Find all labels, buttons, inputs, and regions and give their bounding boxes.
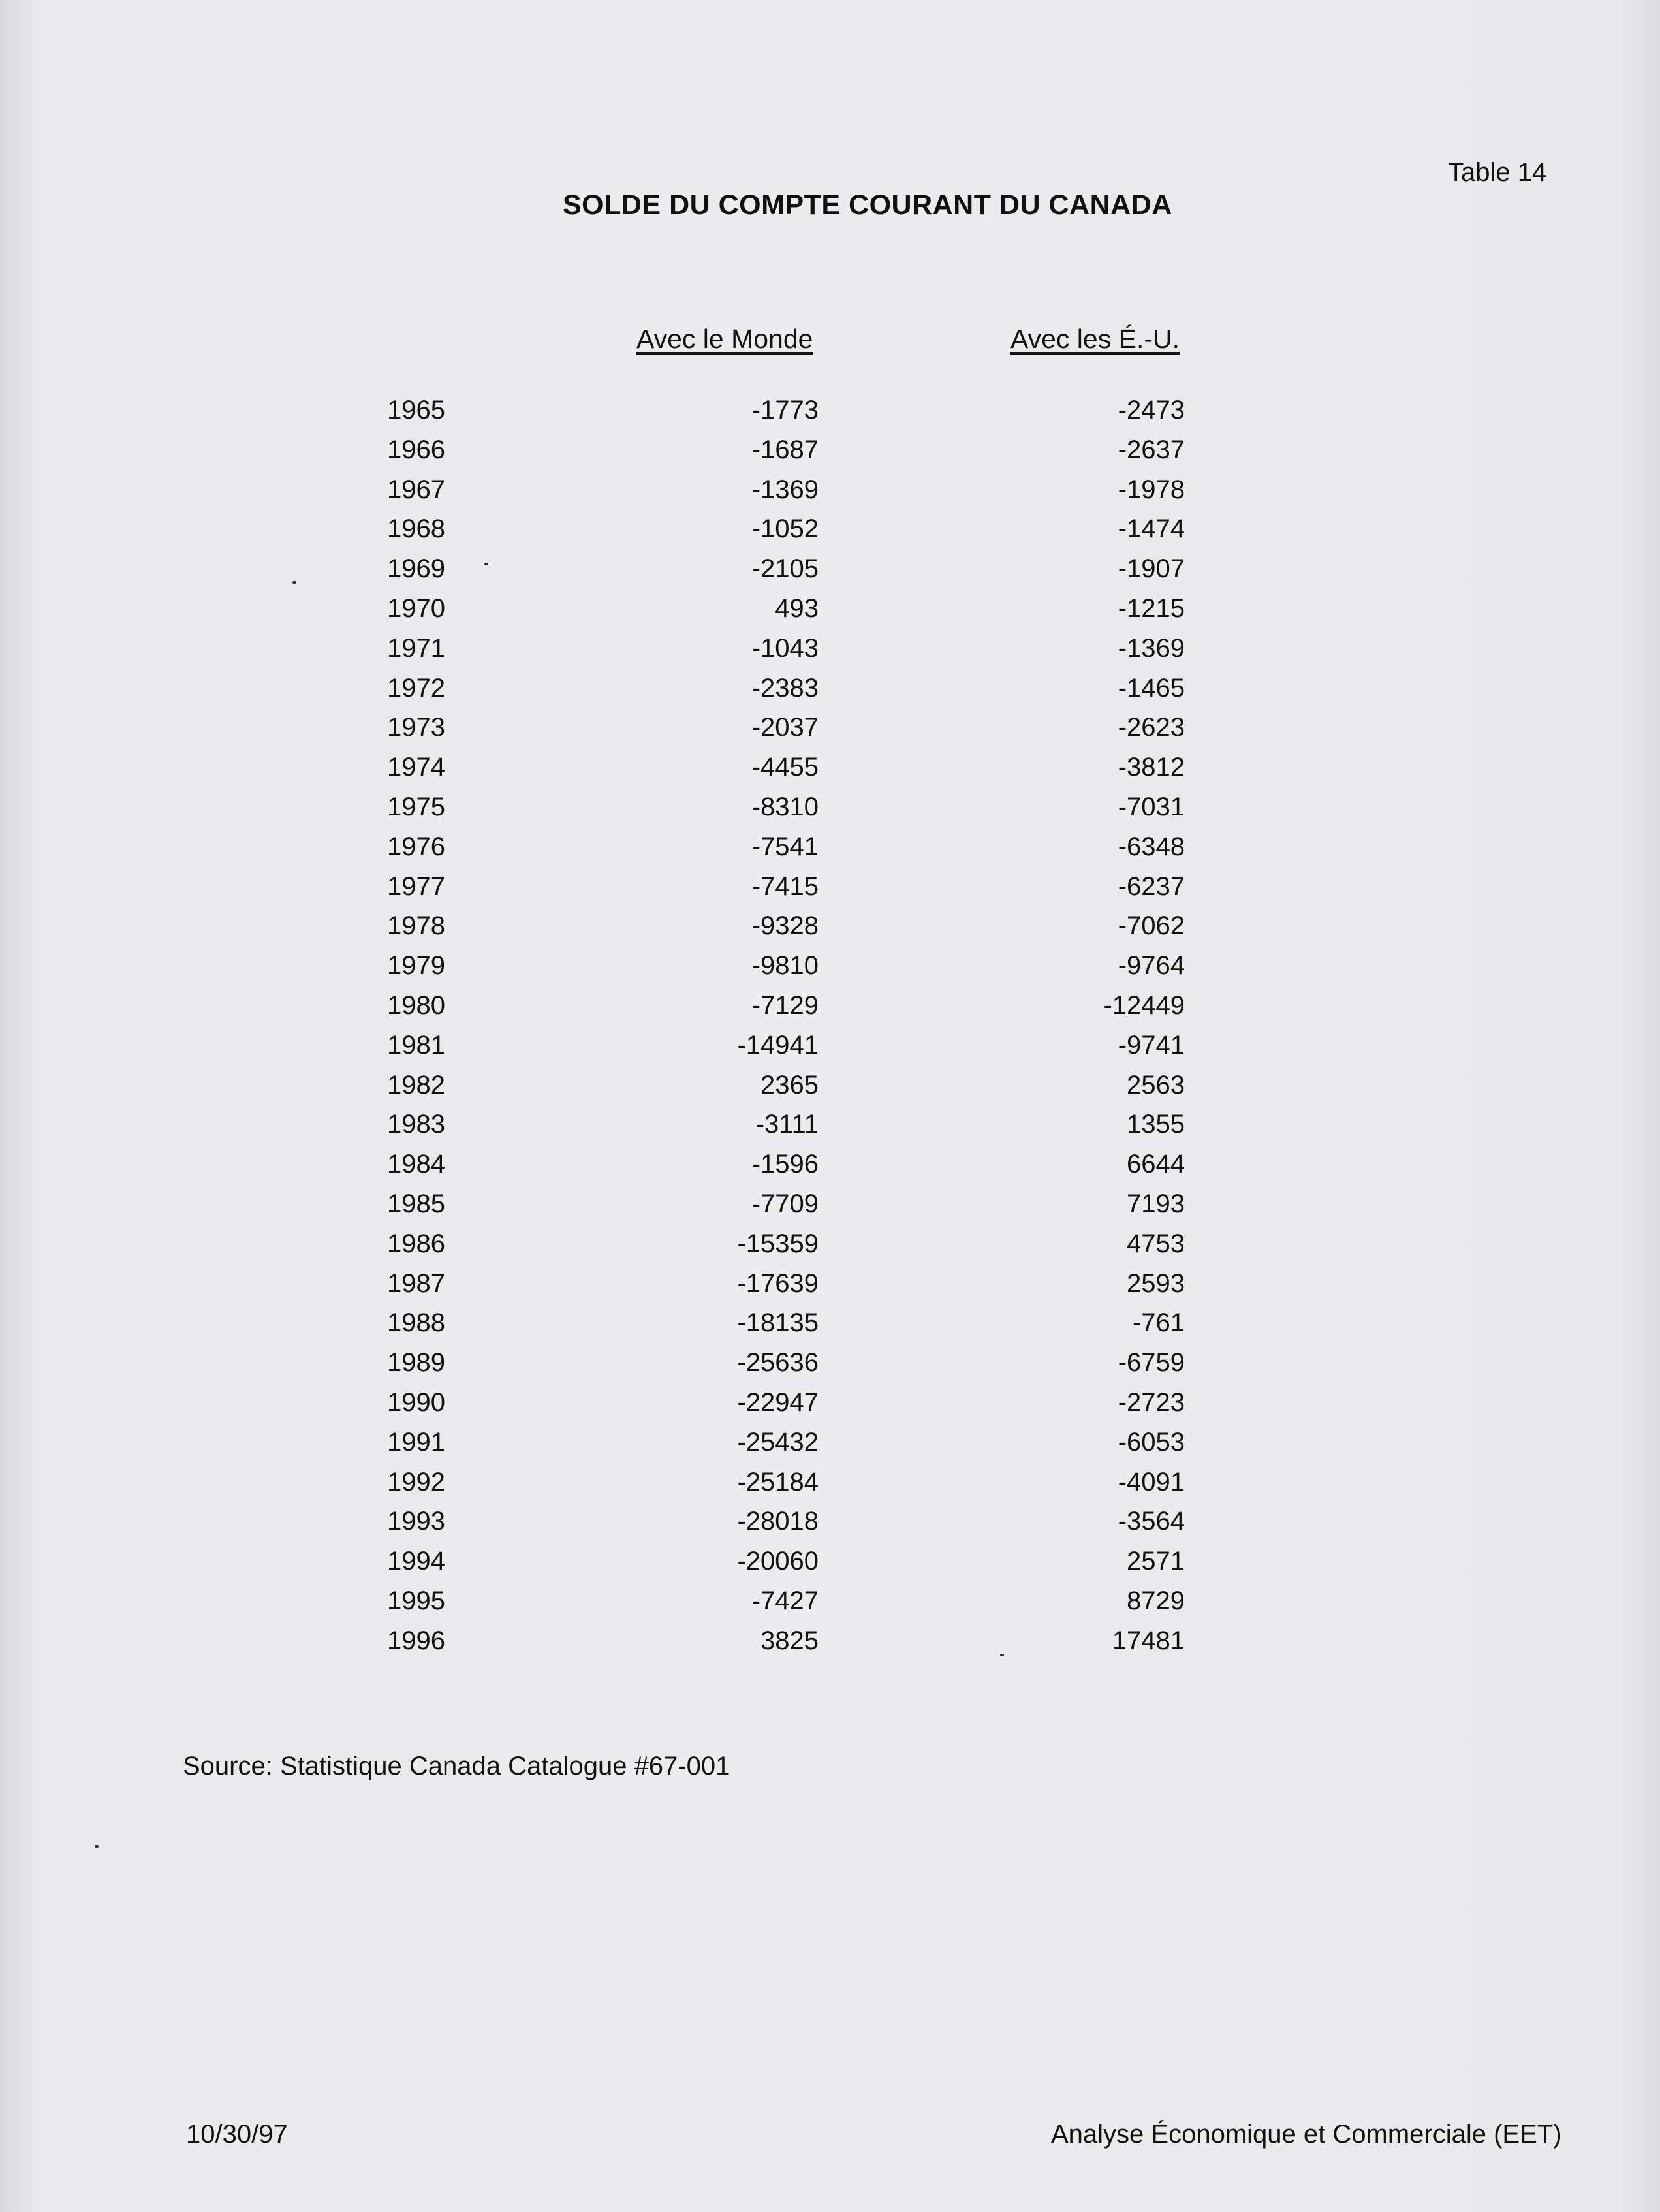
year-cell: 1994 — [387, 1547, 445, 1576]
year-cell: 1983 — [387, 1110, 445, 1139]
table-row — [0, 396, 1660, 435]
year-cell: 1979 — [387, 951, 445, 981]
world-balance-cell: -2105 — [751, 554, 819, 584]
year-cell: 1966 — [387, 435, 445, 464]
world-balance-cell: -7541 — [751, 832, 819, 861]
column-header-world: Avec le Monde — [636, 324, 813, 354]
year-cell: 1970 — [387, 593, 445, 623]
table-row — [0, 1587, 1660, 1626]
world-balance-cell: -4455 — [751, 753, 819, 782]
year-cell: 1991 — [387, 1427, 445, 1457]
footer-date: 10/30/97 — [186, 2120, 288, 2149]
world-balance-cell: -7427 — [751, 1586, 819, 1615]
table-row — [0, 1229, 1660, 1269]
world-balance-cell: -14941 — [737, 1030, 819, 1060]
us-balance-cell: -1215 — [1118, 593, 1185, 623]
year-cell: 1988 — [387, 1308, 445, 1338]
table-row — [0, 1626, 1660, 1666]
us-balance-cell: -6053 — [1118, 1427, 1185, 1457]
year-cell: 1992 — [387, 1467, 445, 1496]
world-balance-cell: -18135 — [737, 1308, 819, 1338]
table-row — [0, 1150, 1660, 1190]
table-row — [0, 911, 1660, 951]
us-balance-cell: -761 — [1132, 1308, 1185, 1338]
table-row — [0, 1071, 1660, 1111]
table-row — [0, 753, 1660, 793]
world-balance-cell: -8310 — [751, 792, 819, 821]
table-row — [0, 1388, 1660, 1428]
table-row — [0, 594, 1660, 634]
world-balance-cell: -1596 — [751, 1150, 819, 1179]
table-row — [0, 1507, 1660, 1547]
world-balance-cell: -15359 — [737, 1229, 819, 1258]
us-balance-cell: -3564 — [1118, 1507, 1185, 1536]
page-title: SOLDE DU COMPTE COURANT DU CANADA — [563, 189, 1172, 221]
us-balance-cell: -6348 — [1118, 832, 1185, 861]
table-row — [0, 1547, 1660, 1587]
us-balance-cell: -2723 — [1118, 1387, 1185, 1417]
world-balance-cell: -25184 — [737, 1467, 819, 1496]
us-balance-cell: -2623 — [1118, 713, 1185, 742]
year-cell: 1986 — [387, 1229, 445, 1258]
footer-organization: Analyse Économique et Commerciale (EET) — [1051, 2120, 1562, 2149]
us-balance-cell: -7031 — [1118, 792, 1185, 821]
year-cell: 1974 — [387, 753, 445, 782]
world-balance-cell: -7709 — [751, 1189, 819, 1218]
us-balance-cell: -6237 — [1118, 872, 1185, 901]
year-cell: 1969 — [387, 554, 445, 584]
us-balance-cell: -1369 — [1118, 633, 1185, 663]
world-balance-cell: -9810 — [751, 951, 819, 981]
year-cell: 1978 — [387, 911, 445, 941]
world-balance-cell: -7129 — [751, 990, 819, 1020]
data-table — [0, 396, 1660, 1666]
us-balance-cell: -2637 — [1118, 435, 1185, 464]
us-balance-cell: -2473 — [1118, 396, 1185, 424]
table-row — [0, 713, 1660, 753]
us-balance-cell: -6759 — [1118, 1348, 1185, 1378]
table-row — [0, 872, 1660, 912]
us-balance-cell: -9741 — [1118, 1030, 1185, 1060]
table-number: Table 14 — [1448, 158, 1547, 187]
year-cell: 1981 — [387, 1030, 445, 1060]
year-cell: 1993 — [387, 1507, 445, 1536]
world-balance-cell: -1369 — [751, 475, 819, 504]
us-balance-cell: -1907 — [1118, 554, 1185, 584]
us-balance-cell: -9764 — [1118, 951, 1185, 981]
world-balance-cell: -1052 — [751, 514, 819, 544]
us-balance-cell: -1465 — [1118, 673, 1185, 703]
scan-speck — [95, 1845, 99, 1848]
table-row — [0, 674, 1660, 714]
world-balance-cell: -25432 — [737, 1427, 819, 1457]
us-balance-cell: -1474 — [1118, 514, 1185, 544]
table-row — [0, 554, 1660, 594]
year-cell: 1967 — [387, 475, 445, 504]
year-cell: 1975 — [387, 792, 445, 821]
year-cell: 1971 — [387, 633, 445, 663]
table-row — [0, 1348, 1660, 1388]
year-cell: 1977 — [387, 872, 445, 901]
scan-speck — [1000, 1654, 1004, 1656]
table-row — [0, 1468, 1660, 1508]
table-row — [0, 991, 1660, 1031]
table-row — [0, 514, 1660, 554]
world-balance-cell: -25636 — [737, 1348, 819, 1378]
year-cell: 1984 — [387, 1150, 445, 1179]
us-balance-cell: -7062 — [1118, 911, 1185, 941]
us-balance-cell: 6644 — [1127, 1150, 1185, 1179]
table-row — [0, 1428, 1660, 1468]
world-balance-cell: -9328 — [751, 911, 819, 941]
year-cell: 1968 — [387, 514, 445, 544]
world-balance-cell: -20060 — [737, 1547, 819, 1576]
us-balance-cell: -3812 — [1118, 753, 1185, 782]
world-balance-cell: 493 — [775, 593, 819, 623]
year-cell: 1976 — [387, 832, 445, 861]
table-row — [0, 1269, 1660, 1309]
table-row — [0, 1190, 1660, 1229]
us-balance-cell: 2571 — [1127, 1547, 1185, 1576]
year-cell: 1972 — [387, 673, 445, 703]
scan-speck — [292, 581, 296, 584]
column-header-us: Avec les É.-U. — [1010, 324, 1180, 354]
year-cell: 1995 — [387, 1586, 445, 1615]
world-balance-cell: -2383 — [751, 673, 819, 703]
us-balance-cell: 2593 — [1127, 1269, 1185, 1298]
world-balance-cell: -17639 — [737, 1269, 819, 1298]
world-balance-cell: -7415 — [751, 872, 819, 901]
table-row — [0, 793, 1660, 832]
world-balance-cell: 3825 — [760, 1626, 819, 1655]
world-balance-cell: -1773 — [751, 396, 819, 424]
year-cell: 1973 — [387, 713, 445, 742]
world-balance-cell: -22947 — [737, 1387, 819, 1417]
table-row — [0, 634, 1660, 674]
table-row — [0, 1308, 1660, 1348]
us-balance-cell: -1978 — [1118, 475, 1185, 504]
us-balance-cell: 8729 — [1127, 1586, 1185, 1615]
world-balance-cell: -1687 — [751, 435, 819, 464]
year-cell: 1987 — [387, 1269, 445, 1298]
year-cell: 1996 — [387, 1626, 445, 1655]
table-row — [0, 1031, 1660, 1071]
scan-speck — [484, 563, 488, 565]
table-row — [0, 435, 1660, 475]
world-balance-cell: -1043 — [751, 633, 819, 663]
us-balance-cell: 4753 — [1127, 1229, 1185, 1258]
year-cell: 1980 — [387, 990, 445, 1020]
us-balance-cell: 17481 — [1112, 1626, 1185, 1655]
year-cell: 1965 — [387, 396, 445, 424]
us-balance-cell: 2563 — [1127, 1070, 1185, 1099]
source-note: Source: Statistique Canada Catalogue #67-001 — [183, 1752, 730, 1780]
year-cell: 1982 — [387, 1070, 445, 1099]
us-balance-cell: -12449 — [1103, 990, 1185, 1020]
table-row — [0, 475, 1660, 515]
world-balance-cell: -2037 — [751, 713, 819, 742]
year-cell: 1985 — [387, 1189, 445, 1218]
year-cell: 1990 — [387, 1387, 445, 1417]
world-balance-cell: 2365 — [760, 1070, 819, 1099]
world-balance-cell: -3111 — [755, 1110, 819, 1139]
year-cell: 1989 — [387, 1348, 445, 1378]
world-balance-cell: -28018 — [737, 1507, 819, 1536]
us-balance-cell: 7193 — [1127, 1189, 1185, 1218]
table-row — [0, 1110, 1660, 1150]
table-row — [0, 832, 1660, 872]
table-row — [0, 951, 1660, 991]
us-balance-cell: 1355 — [1127, 1110, 1185, 1139]
us-balance-cell: -4091 — [1118, 1467, 1185, 1496]
